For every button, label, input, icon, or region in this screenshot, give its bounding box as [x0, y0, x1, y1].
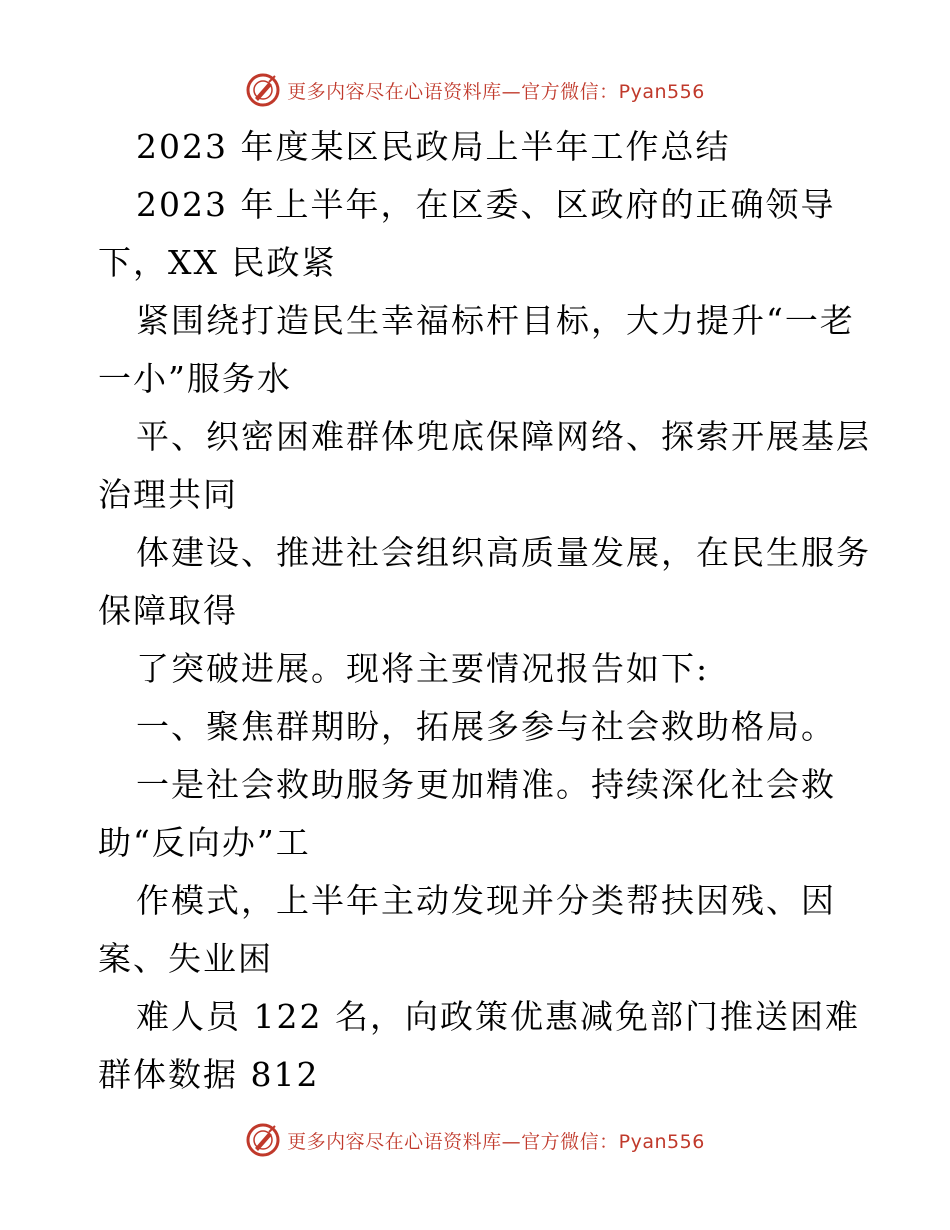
text-line: 作模式，上半年主动发现并分类帮扶因残、因 [136, 881, 836, 920]
header-watermark [0, 68, 950, 112]
pen-logo-icon [245, 72, 281, 108]
text-line: 一小”服务水 [98, 359, 292, 398]
watermark-text: 更多内容尽在心语资料库—官方微信：Pyan556 [287, 80, 705, 103]
text-line: 案、失业困 [98, 939, 273, 978]
text-line: 紧围绕打造民生幸福标杆目标，大力提升“一老 [136, 301, 855, 340]
watermark-text: 更多内容尽在心语资料库—官方微信：Pyan556 [287, 1130, 705, 1153]
text-line: 难人员 122 名，向政策优惠减免部门推送困难 [136, 997, 860, 1036]
text-line: 了突破进展。现将主要情况报告如下: [136, 649, 710, 688]
document-body [98, 118, 871, 1104]
text-line: 2023 年度某区民政局上半年工作总结 [136, 127, 731, 166]
text-line: 平、织密困难群体兜底保障网络、探索开展基层 [136, 417, 871, 456]
text-line: 治理共同 [98, 475, 238, 514]
text-line: 助“反向办”工 [98, 823, 311, 862]
text-line: 一、聚焦群期盼，拓展多参与社会救助格局。 [136, 707, 836, 746]
text-line: 一是社会救助服务更加精准。持续深化社会救 [136, 765, 836, 804]
footer-watermark [0, 1118, 950, 1162]
pen-logo-icon [245, 1122, 281, 1158]
text-line: 保障取得 [98, 591, 238, 630]
text-line: 体建设、推进社会组织高质量发展，在民生服务 [136, 533, 871, 572]
text-line: 下，XX 民政紧 [98, 243, 337, 282]
text-line: 群体数据 812 [98, 1055, 320, 1094]
text-line: 2023 年上半年，在区委、区政府的正确领导 [136, 185, 836, 224]
